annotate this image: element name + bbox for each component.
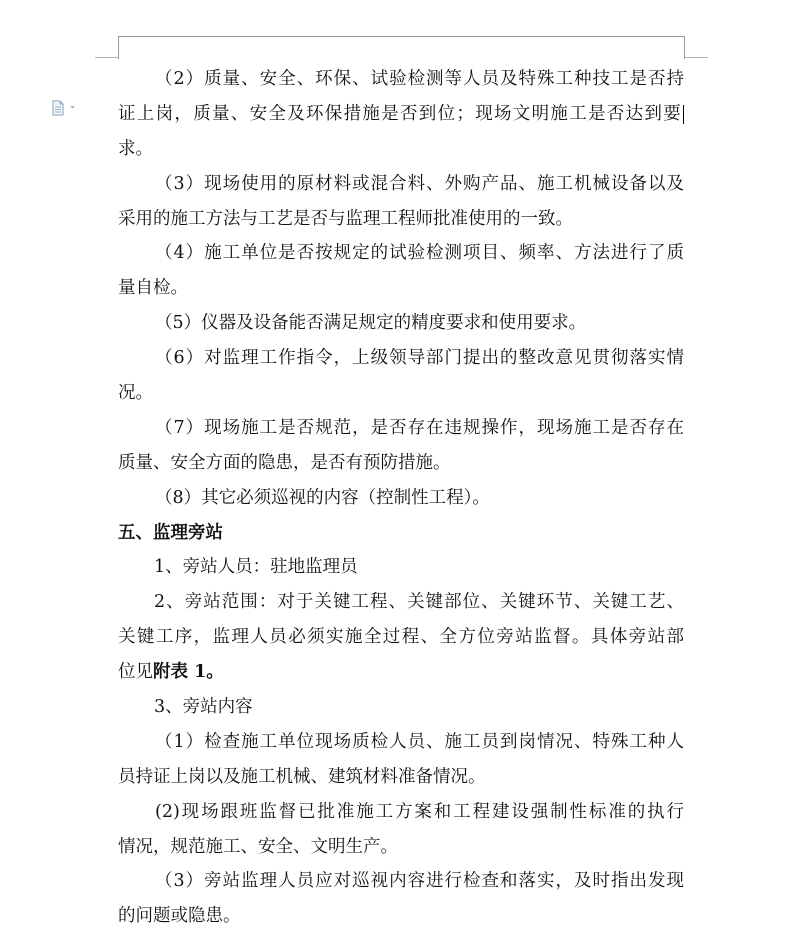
paragraph-line	[118, 97, 684, 132]
header-margin-line	[136, 36, 666, 37]
paragraph-line: (2)现场跟班监督已批准施工方案和工程建设强制性标准的执行	[155, 801, 684, 822]
paragraph-line: （3）旁站监理人员应对巡视内容进行检查和落实，及时指出发现	[155, 871, 684, 892]
paragraph-line: 2、旁站范围：对于关键工程、关键部位、关键环节、关键工艺、	[154, 592, 684, 613]
paragraph-line: 情况，规范施工、安全、文明生产。	[118, 836, 398, 857]
paragraph-line: 采用的施工方法与工艺是否与监理工程师批准使用的一致。	[118, 208, 573, 229]
margin-guide-left	[95, 57, 118, 58]
paragraph-line: 量自检。	[118, 278, 188, 299]
paragraph-line: （6）对监理工作指令，上级领导部门提出的整改意见贯彻落实情	[155, 348, 684, 369]
paragraph-line: （1）检查施工单位现场质检人员、施工员到岗情况、特殊工种人	[155, 731, 684, 752]
margin-corner-right	[666, 36, 685, 59]
document-body[interactable]	[118, 62, 684, 934]
paragraph-line: 求。	[118, 138, 153, 159]
paragraph-line: 质量、安全方面的隐患，是否有预防措施。	[118, 452, 451, 473]
text-cursor	[683, 105, 684, 124]
paragraph-line: （5）仪器及设备能否满足规定的精度要求和使用要求。	[155, 313, 587, 334]
document-icon[interactable]	[51, 100, 79, 116]
paragraph-line: （8）其它必须巡视的内容（控制性工程）。	[155, 487, 490, 508]
line-text: 位见	[118, 662, 153, 683]
paragraph-line: （7）现场施工是否规范，是否存在违规操作，现场施工是否存在	[155, 417, 684, 438]
appendix-reference: 附表 1。	[153, 662, 224, 683]
paragraph-line: 3、旁站内容	[154, 697, 253, 718]
margin-guide-right	[685, 57, 708, 58]
paragraph-line: 况。	[118, 383, 153, 404]
paragraph-line: （3）现场使用的原材料或混合料、外购产品、施工机械设备以及	[155, 173, 684, 194]
paragraph-line: 1、旁站人员：驻地监理员	[154, 557, 358, 578]
paragraph-line: （4）施工单位是否按规定的试验检测项目、频率、方法进行了质	[155, 243, 684, 264]
section-heading: 五、监理旁站	[118, 522, 223, 543]
margin-corner-left	[118, 36, 137, 59]
paragraph-line: 关键工序，监理人员必须实施全过程、全方位旁站监督。具体旁站部	[118, 627, 684, 648]
paragraph-line: 员持证上岗以及施工机械、建筑材料准备情况。	[118, 766, 486, 787]
line-text: 证上岗，质量、安全及环保措施是否到位；现场文明施工是否达到要	[118, 103, 682, 124]
paragraph-line: （2）质量、安全、环保、试验检测等人员及特殊工种技工是否持	[155, 69, 684, 89]
paragraph-line	[118, 655, 684, 690]
paragraph-line: 的问题或隐患。	[118, 906, 241, 927]
